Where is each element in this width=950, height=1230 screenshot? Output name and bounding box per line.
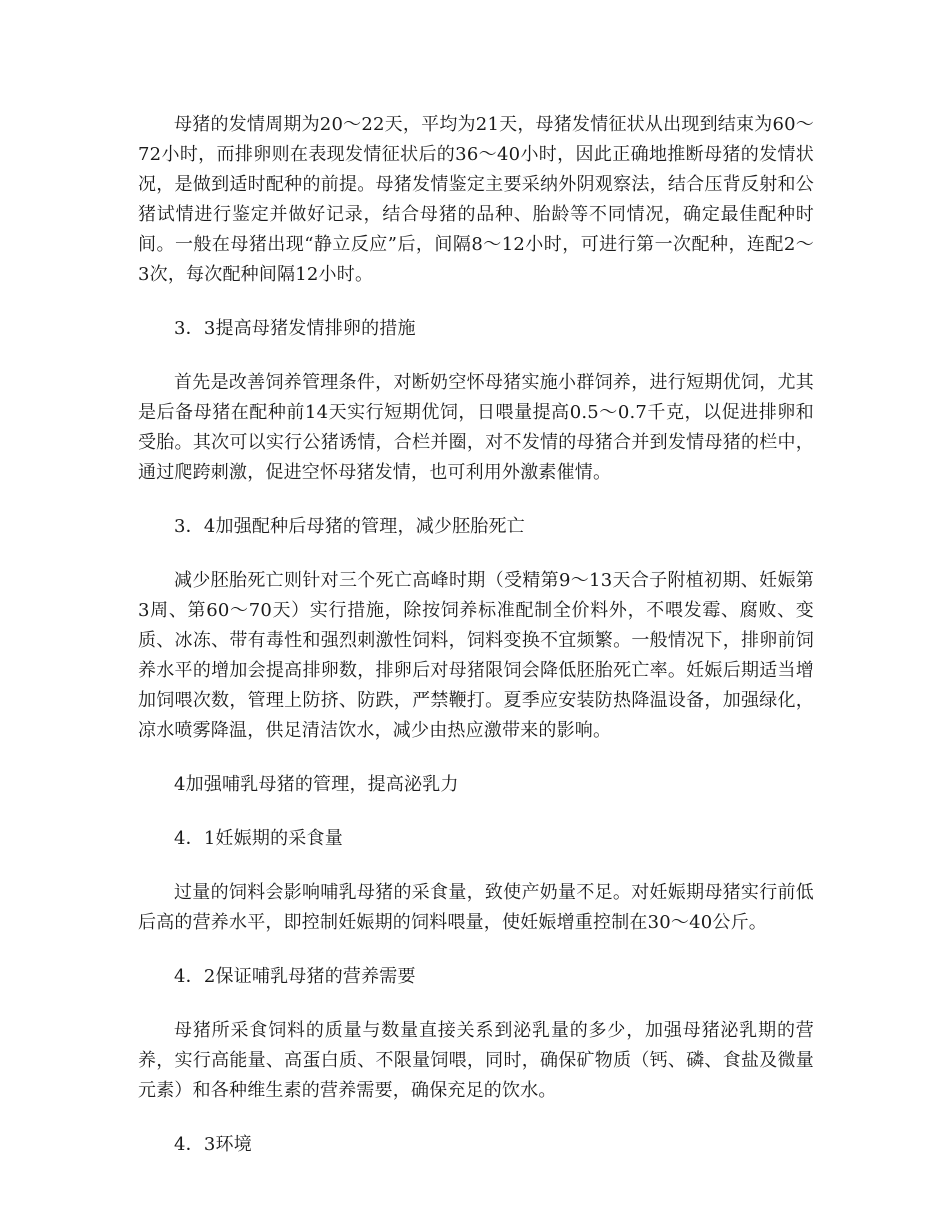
paragraph-estrus-measures: 首先是改善饲养管理条件，对断奶空怀母猪实施小群饲养，进行短期优饲，尤其是后备母猪在配种前14天实行短期优饲，日喂量提高0.5～0.7千克，以促进排卵和受胎。其次可以实行公猪诱情，合栏并圈，对不发情的母猪合并到发情母猪的栏中，通过爬跨刺激，促进空怀母猪发情，也可利用外激素催情。 (138, 372, 814, 483)
paragraph-embryo-death: 减少胚胎死亡则针对三个死亡高峰时期（受精第9～13天合子附植初期、妊娠第3周、第60～70天）实行措施，除按饲养标准配制全价料外，不喂发霉、腐败、变质、冰冻、带有毒性和强烈刺激性饲料，饲料变换不宜频繁。一般情况下，排卵前饲养水平的增加会提高排卵数，排卵后对母猪限饲会降低胚胎死亡率。妊娠后期适当增加饲喂次数，管理上防挤、防跌，严禁鞭打。夏季应安装防热降温设备，加强绿化，凉水喷雾降温，供足清洁饮水，减少由热应激带来的影响。 (138, 570, 814, 741)
section-heading-4-2: 4．2保证哺乳母猪的营养需要 (174, 966, 416, 987)
section-heading-3-4: 3．4加强配种后母猪的管理，减少胚胎死亡 (174, 516, 525, 537)
paragraph-lactation-nutrition: 母猪所采食饲料的质量与数量直接关系到泌乳量的多少，加强母猪泌乳期的营养，实行高能量、高蛋白质、不限量饲喂，同时，确保矿物质（钙、磷、食盐及微量元素）和各种维生素的营养需要，确保充足的饮水。 (138, 1020, 814, 1101)
section-heading-4-1: 4．1妊娠期的采食量 (174, 828, 343, 849)
paragraph-estrus-cycle: 母猪的发情周期为20～22天，平均为21天，母猪发情征状从出现到结束为60～72小时，而排卵则在表现发情征状后的36～40小时，因此正确地推断母猪的发情状况，是做到适时配种的前提。母猪发情鉴定主要采纳外阴观察法，结合压背反射和公猪试情进行鉴定并做好记录，结合母猪的品种、胎龄等不同情况，确定最佳配种时间。一般在母猪出现“静立反应”后，间隔8～12小时，可进行第一次配种，连配2～3次，每次配种间隔12小时。 (138, 114, 814, 285)
section-heading-4-3: 4．3环境 (174, 1134, 252, 1155)
paragraph-pregnancy-intake: 过量的饲料会影响哺乳母猪的采食量，致使产奶量不足。对妊娠期母猪实行前低后高的营养水平，即控制妊娠期的饲料喂量，使妊娠增重控制在30～40公斤。 (138, 882, 814, 933)
section-heading-4: 4加强哺乳母猪的管理，提高泌乳力 (174, 774, 459, 795)
section-heading-3-3: 3．3提高母猪发情排卵的措施 (174, 318, 416, 339)
